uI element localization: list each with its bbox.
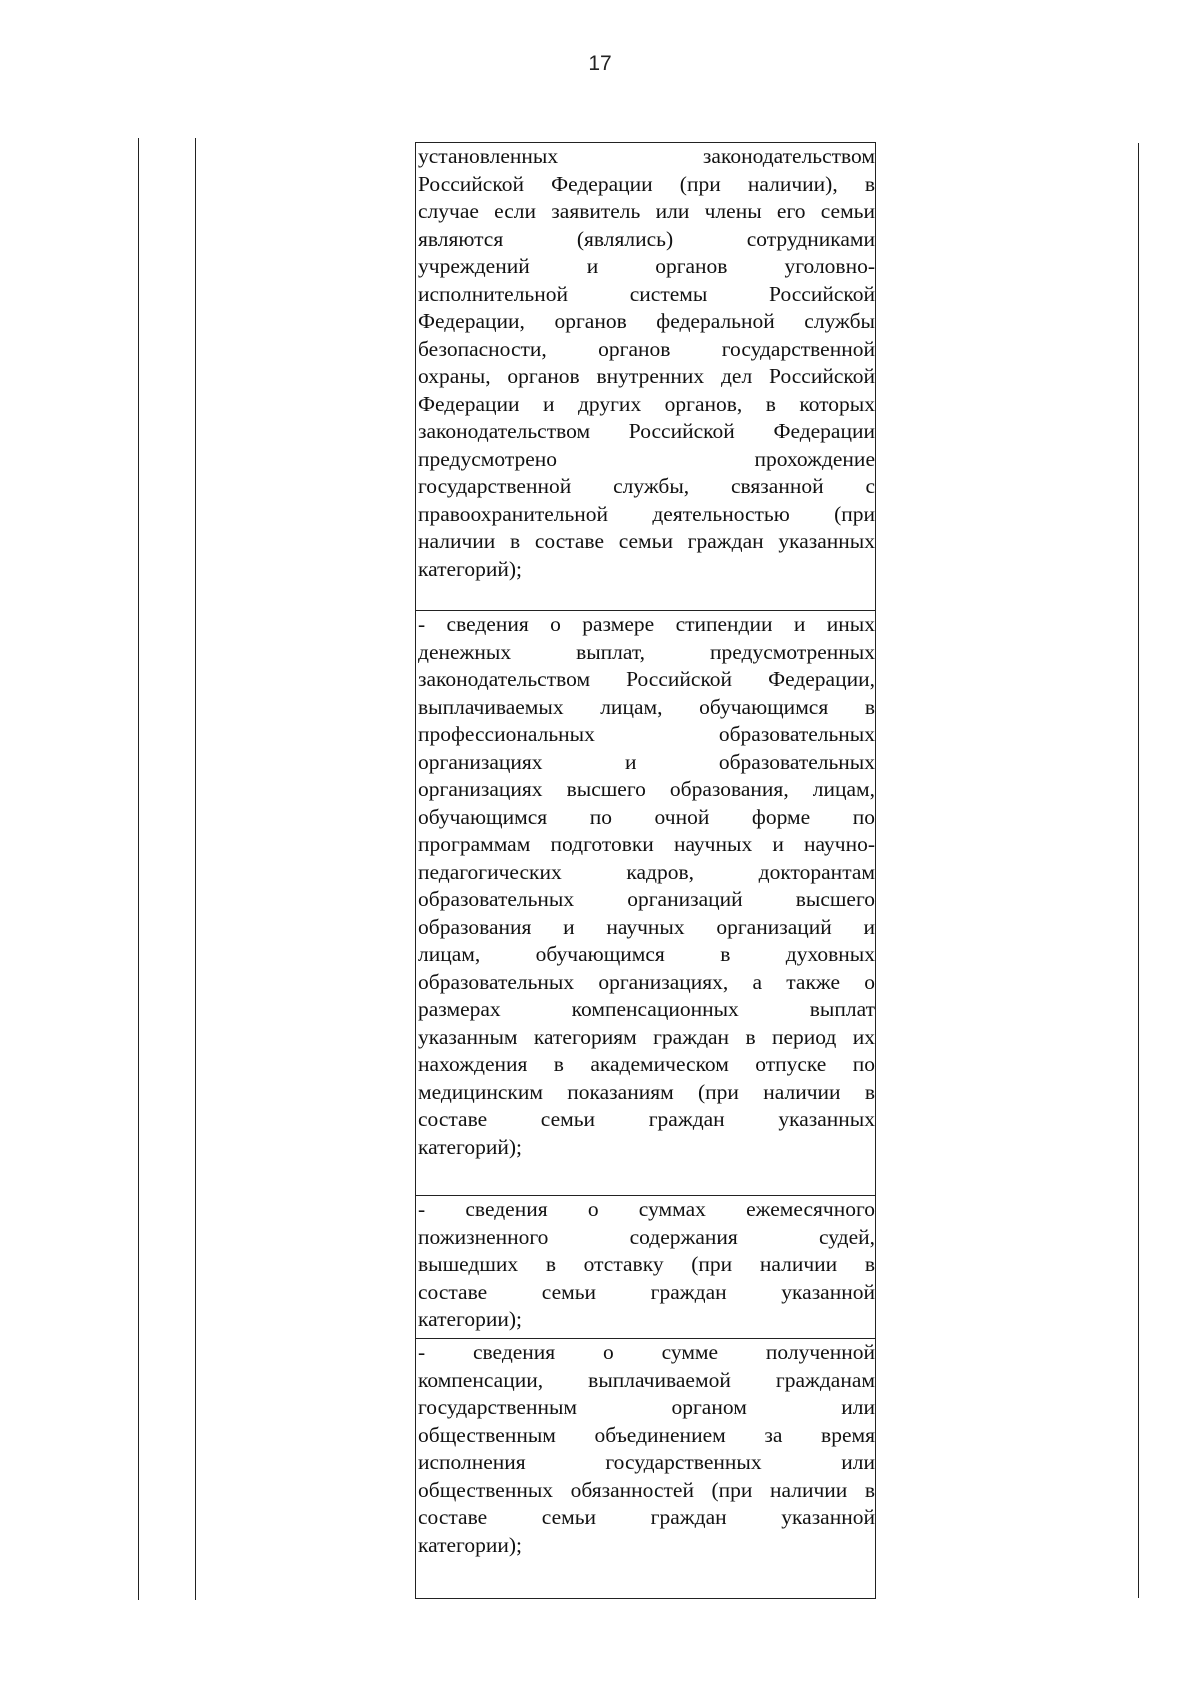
text-line: являются (являлись) сотрудниками: [418, 226, 875, 251]
text-line: законодательством Российской Федерации,: [418, 667, 875, 691]
text-line: исполнения государственных или: [418, 1450, 875, 1474]
text-line: лицам, обучающимся в духовных: [418, 942, 875, 966]
text-line: денежных выплат, предусмотренных: [418, 639, 875, 664]
text-line: наличии в составе семьи граждан указанных: [418, 529, 875, 553]
text-line: вышедших в отставку (при наличии в: [418, 1252, 875, 1276]
text-line: компенсации, выплачиваемой гражданам: [418, 1367, 875, 1392]
table-cell: [415, 1339, 876, 1599]
text-line: образования и научных организаций и: [418, 914, 875, 939]
text-line: исполнительной системы Российской: [418, 281, 875, 306]
text-line: - сведения о суммах ежемесячного: [418, 1197, 875, 1221]
text-line: педагогических кадров, докторантам: [418, 859, 875, 884]
table-cell: [415, 142, 876, 611]
text-line: нахождения в академическом отпуске по: [418, 1052, 875, 1076]
text-line: программам подготовки научных и научно-: [418, 832, 875, 856]
text-line: указанным категориям граждан в период их: [418, 1024, 875, 1049]
text-line: охраны, органов внутренних дел Российской: [418, 364, 875, 388]
page-number: 17: [588, 52, 612, 75]
text-line: общественным объединением за время: [418, 1422, 875, 1447]
text-line: организациях и образовательных: [418, 749, 875, 774]
text-line: Федерации и других органов, в которых: [418, 391, 875, 416]
text-line: установленных законодательством: [418, 144, 875, 168]
text-line: категории);: [418, 1307, 522, 1331]
text-line: выплачиваемых лицам, обучающимся в: [418, 694, 875, 719]
right-rule: [1138, 143, 1139, 1598]
text-line: предусмотрено прохождение: [418, 446, 875, 471]
text-line: обучающимся по очной форме по: [418, 804, 875, 829]
text-line: составе семьи граждан указанной: [418, 1505, 875, 1529]
text-line: - сведения о размере стипендии и иных: [418, 612, 875, 636]
text-line: - сведения о сумме полученной: [418, 1340, 875, 1364]
text-line: составе семьи граждан указанных: [418, 1107, 875, 1131]
left-outer-rule: [138, 138, 139, 1600]
text-line: профессиональных образовательных: [418, 722, 875, 746]
text-line: образовательных организациях, а также о: [418, 969, 875, 994]
text-line: составе семьи граждан указанной: [418, 1279, 875, 1304]
text-line: медицинским показаниям (при наличии в: [418, 1079, 875, 1104]
table-cell: [415, 1196, 876, 1339]
text-line: общественных обязанностей (при наличии в: [418, 1477, 875, 1502]
text-line: законодательством Российской Федерации: [418, 419, 875, 443]
text-line: правоохранительной деятельностью (при: [418, 501, 875, 526]
text-line: организациях высшего образования, лицам,: [418, 777, 875, 801]
text-line: случае если заявитель или члены его семьи: [418, 199, 875, 223]
text-line: категорий);: [418, 556, 522, 581]
text-line: пожизненного содержания судей,: [418, 1224, 875, 1249]
text-line: государственной службы, связанной с: [418, 474, 875, 498]
text-line: Российской Федерации (при наличии), в: [418, 171, 875, 196]
text-line: образовательных организаций высшего: [418, 887, 875, 911]
text-line: учреждений и органов уголовно-: [418, 254, 875, 278]
text-line: размерах компенсационных выплат: [418, 997, 875, 1021]
text-line: категории);: [418, 1532, 522, 1557]
text-line: категорий);: [418, 1134, 522, 1159]
table-cell: [415, 611, 876, 1196]
left-inner-rule: [195, 138, 196, 1600]
text-line: безопасности, органов государственной: [418, 336, 875, 361]
text-line: Федерации, органов федеральной службы: [418, 309, 875, 333]
text-line: государственным органом или: [418, 1395, 875, 1419]
